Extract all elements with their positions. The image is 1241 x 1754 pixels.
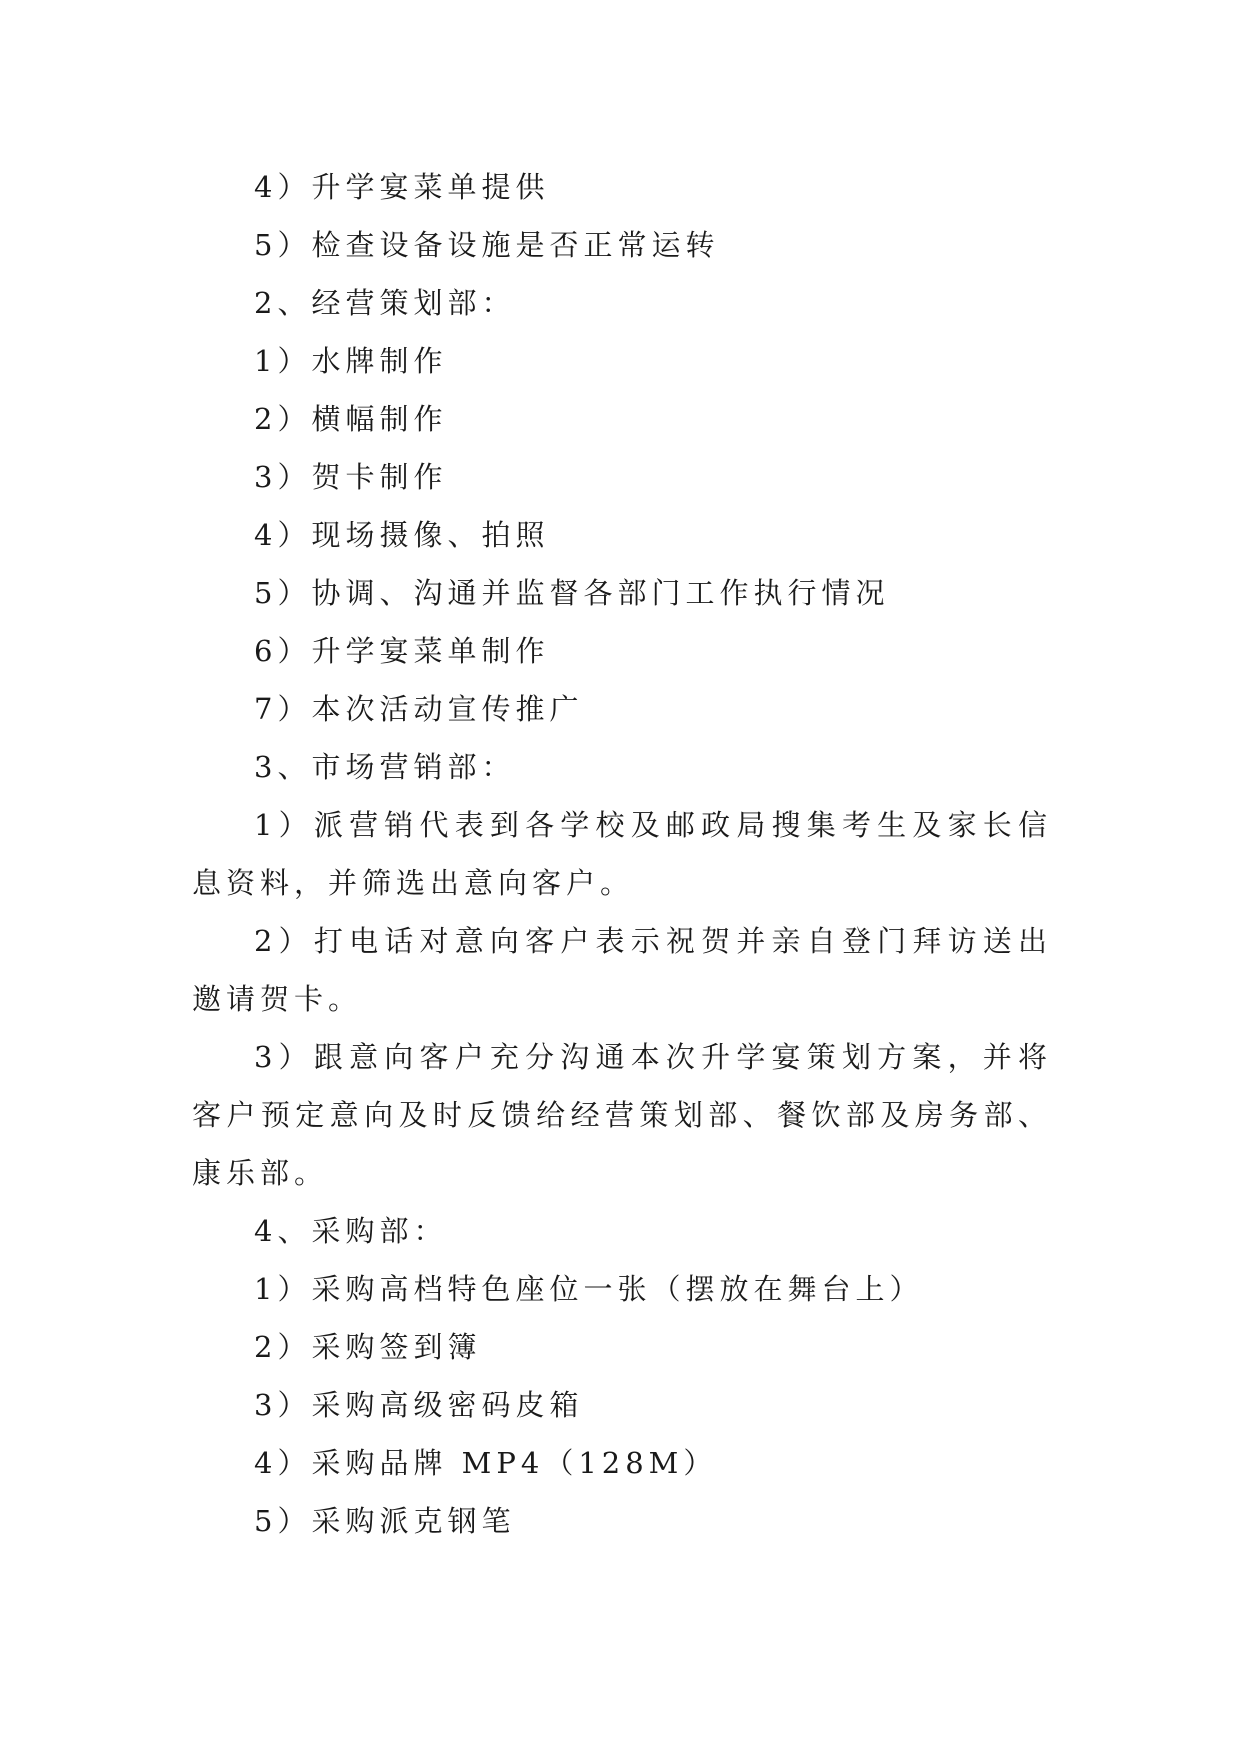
- list-item: 5）采购派克钢笔: [254, 1504, 516, 1538]
- list-item: 5）检查设备设施是否正常运转: [254, 228, 720, 262]
- list-item: 2）采购签到簿: [254, 1330, 482, 1364]
- list-item: 3）采购高级密码皮箱: [254, 1388, 584, 1422]
- section-heading: 4、采购部：: [254, 1214, 448, 1248]
- list-item: 5）协调、沟通并监督各部门工作执行情况: [254, 576, 890, 610]
- list-item: 1）采购高档特色座位一张（摆放在舞台上）: [254, 1272, 924, 1306]
- paragraph: 1）派营销代表到各学校及邮政局搜集考生及家长信息资料，并筛选出意向客户。: [192, 808, 1052, 900]
- list-item: 4）现场摄像、拍照: [254, 518, 550, 552]
- list-item: 7）本次活动宣传推广: [254, 692, 584, 726]
- list-item: 6）升学宴菜单制作: [254, 634, 550, 668]
- list-item: 4）采购品牌 MP4（128M）: [254, 1446, 718, 1480]
- list-item: 3）贺卡制作: [254, 460, 448, 494]
- paragraph: 2）打电话对意向客户表示祝贺并亲自登门拜访送出邀请贺卡。: [192, 924, 1052, 1016]
- document-body: [192, 158, 1052, 1550]
- list-item: 4）升学宴菜单提供: [254, 170, 550, 204]
- list-item: 1）水牌制作: [254, 344, 448, 378]
- paragraph: 3）跟意向客户充分沟通本次升学宴策划方案，并将客户预定意向及时反馈给经营策划部、餐饮部及房务部、康乐部。: [192, 1040, 1052, 1190]
- list-item: 2）横幅制作: [254, 402, 448, 436]
- section-heading: 2、经营策划部：: [254, 286, 516, 320]
- section-heading: 3、市场营销部：: [254, 750, 516, 784]
